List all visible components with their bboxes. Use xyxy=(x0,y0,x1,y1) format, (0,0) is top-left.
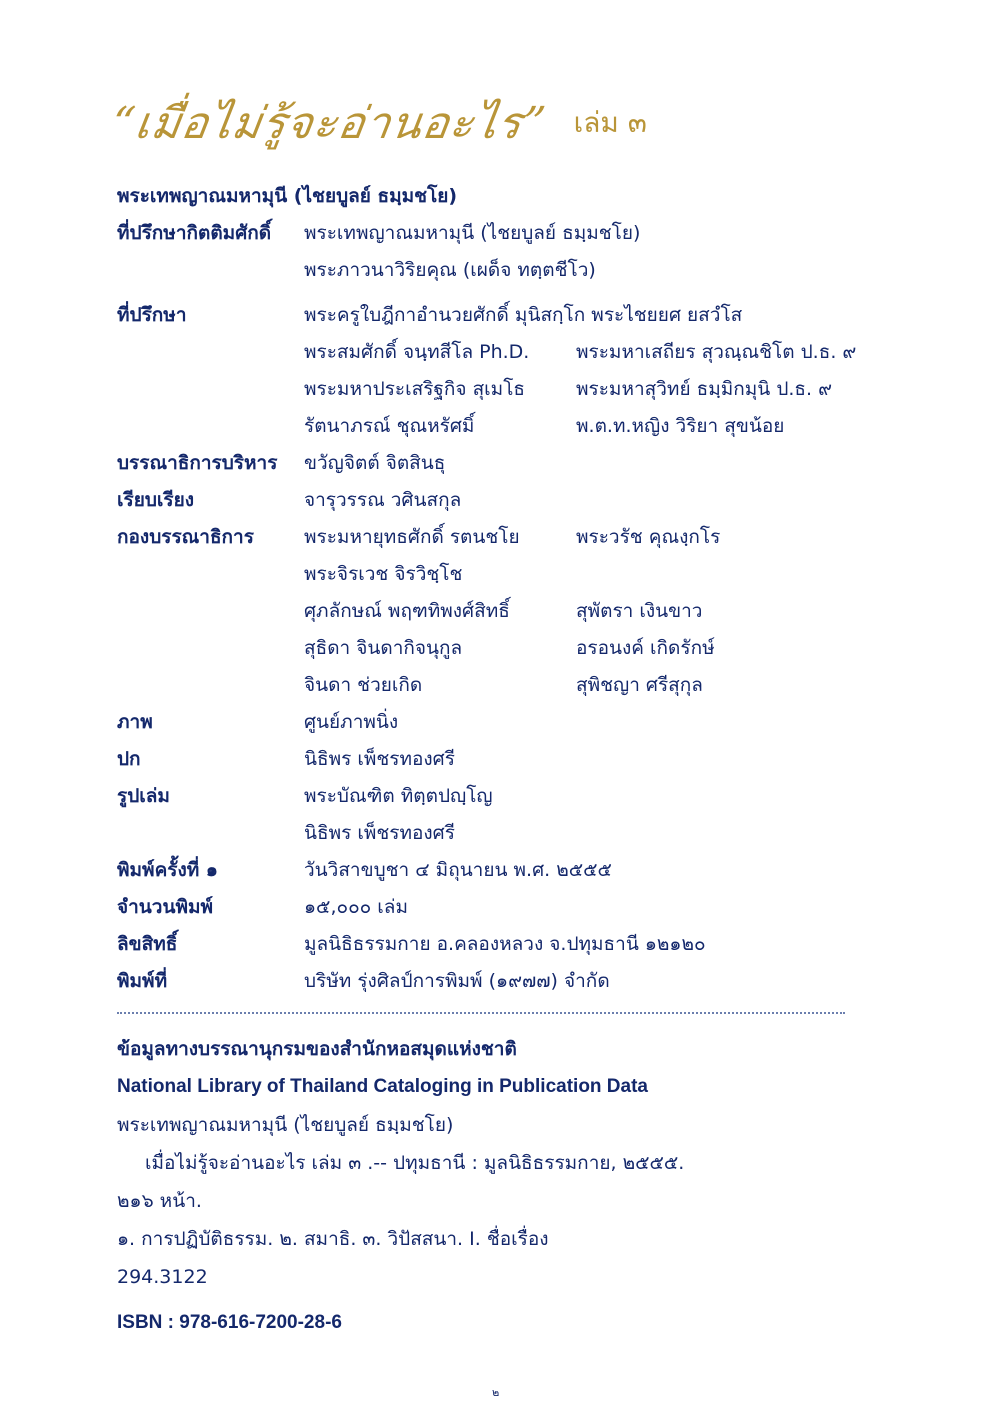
cip-isbn: ISBN : 978-616-7200-28-6 xyxy=(117,1312,342,1333)
credit-name: จินดา ช่วยเกิด xyxy=(304,674,423,696)
credit-row xyxy=(117,445,877,482)
credit-label: เรียบเรียง xyxy=(117,489,195,511)
credit-values xyxy=(304,926,877,963)
credit-values xyxy=(304,889,877,926)
cip-classification: 294.3122 xyxy=(117,1266,208,1288)
credit-row xyxy=(117,519,877,704)
credit-name: สุพัตรา เงินขาว xyxy=(576,600,703,622)
credit-label: บรรณาธิการบริหาร xyxy=(117,452,278,474)
credit-label: ลิขสิทธิ์ xyxy=(117,933,178,955)
credit-label: ที่ปรึกษากิตติมศักดิ์ xyxy=(117,222,272,244)
credit-line xyxy=(304,926,877,963)
credit-name: มูลนิธิธรรมกาย อ.คลองหลวง จ.ปทุมธานี ๑๒๑๒๐ xyxy=(304,933,706,955)
credit-name: อรอนงค์ เกิดรักษ์ xyxy=(576,637,715,659)
credit-row xyxy=(117,889,877,926)
credit-line xyxy=(304,630,877,667)
credit-name: พระเทพญาณมหามุนี (ไชยบูลย์ ธมฺมชโย) xyxy=(304,222,641,244)
credit-name: ขวัญจิตต์ จิตสินธุ xyxy=(304,452,446,474)
credit-values xyxy=(304,482,877,519)
volume-label: เล่ม ๓ xyxy=(573,106,647,139)
credit-name: ศุภลักษณ์ พฤฑทิพงศ์สิทธิ์ xyxy=(304,600,510,622)
credit-label: รูปเล่ม xyxy=(117,785,170,807)
cip-pages: ๒๑๖ หน้า. xyxy=(117,1190,202,1212)
cip-heading-english: National Library of Thailand Cataloging in Publication Data xyxy=(117,1076,648,1097)
credit-label: ภาพ xyxy=(117,711,153,733)
credit-name: พระมหาสุวิทย์ ธมฺมิกมุนิ ป.ธ. ๙ xyxy=(576,378,833,400)
credit-values xyxy=(304,741,877,778)
credit-name: บริษัท รุ่งศิลป์การพิมพ์ (๑๙๗๗) จำกัด xyxy=(304,970,610,992)
credit-values xyxy=(304,704,877,741)
credit-name: พระครูใบฎีกาอำนวยศักดิ์ มุนิสกฺโก พระไชยยศ ยสวํโส xyxy=(304,304,743,326)
credit-row xyxy=(117,704,877,741)
credit-name: พระมหาเสถียร สุวณฺณชิโต ป.ธ. ๙ xyxy=(576,341,857,363)
credit-name: พ.ต.ท.หญิง วิริยา สุขน้อย xyxy=(576,415,785,437)
credit-label: กองบรรณาธิการ xyxy=(117,526,254,548)
section-gap xyxy=(117,289,877,297)
credit-name: สุธิดา จินดากิจนุกูล xyxy=(304,637,463,659)
cip-subjects: ๑. การปฏิบัติธรรม. ๒. สมาธิ. ๓. วิปัสสนา. I. ชื่อเรื่อง xyxy=(117,1228,549,1250)
cip-author: พระเทพญาณมหามุนี (ไชยบูลย์ ธมฺมชโย) xyxy=(117,1114,454,1136)
credit-row xyxy=(117,852,877,889)
credit-row xyxy=(117,778,877,852)
credit-row xyxy=(117,297,877,445)
credit-line xyxy=(304,408,877,445)
credit-name: พระภาวนาวิริยคุณ (เผด็จ ทตฺตชีโว) xyxy=(304,259,596,281)
credit-name: สุพิชญา ศรีสุกุล xyxy=(576,674,703,696)
credit-line xyxy=(304,741,877,778)
credit-line xyxy=(304,963,877,1000)
author-heading: พระเทพญาณมหามุนี (ไชยบูลย์ ธมฺมชโย) xyxy=(117,185,458,207)
credit-values xyxy=(304,778,877,852)
credit-line xyxy=(304,215,877,252)
credit-line xyxy=(304,371,877,408)
credit-line xyxy=(304,852,877,889)
credit-line xyxy=(304,445,877,482)
credit-values xyxy=(304,519,877,704)
credit-line xyxy=(304,252,877,289)
credit-name: ๑๕,๐๐๐ เล่ม xyxy=(304,896,408,918)
credit-name: รัตนาภรณ์ ชุณหรัศมิ์ xyxy=(304,415,475,437)
credit-line xyxy=(304,297,877,334)
credit-line xyxy=(304,704,877,741)
book-title xyxy=(108,68,647,178)
credit-line xyxy=(304,889,877,926)
credit-line xyxy=(304,556,877,593)
credit-name: พระมหาประเสริฐกิจ สุเมโธ xyxy=(304,378,525,400)
credit-label: พิมพ์ที่ xyxy=(117,970,168,992)
credit-name: พระบัณฑิต ทิตฺตปญฺโญ xyxy=(304,785,493,807)
credit-label: ที่ปรึกษา xyxy=(117,304,187,326)
credit-label: ปก xyxy=(117,748,141,770)
credit-row xyxy=(117,741,877,778)
cip-heading-thai: ข้อมูลทางบรรณานุกรมของสำนักหอสมุดแห่งชาติ xyxy=(117,1038,517,1060)
credits-block xyxy=(117,178,877,1000)
credit-name: จารุวรรณ วศินสกุล xyxy=(304,489,462,511)
credit-values xyxy=(304,445,877,482)
credit-name: พระสมศักดิ์ จนฺทสีโล Ph.D. xyxy=(304,341,530,363)
cip-title-line: เมื่อไม่รู้จะอ่านอะไร เล่ม ๓ .-- ปทุมธานี : มูลนิธิธรรมกาย, ๒๕๕๕. xyxy=(145,1152,685,1174)
credit-name: วันวิสาขบูชา ๔ มิถุนายน พ.ศ. ๒๕๕๕ xyxy=(304,859,612,881)
credit-row xyxy=(117,215,877,289)
credit-label: พิมพ์ครั้งที่ ๑ xyxy=(117,859,218,881)
credit-name: นิธิพร เพ็ชรทองศรี xyxy=(304,822,455,844)
credit-line xyxy=(304,482,877,519)
credit-values xyxy=(304,215,877,289)
credit-line xyxy=(304,334,877,371)
credit-label: จำนวนพิมพ์ xyxy=(117,896,214,918)
credit-row xyxy=(117,963,877,1000)
credit-name: ศูนย์ภาพนิ่ง xyxy=(304,711,399,733)
credit-line xyxy=(304,667,877,704)
title-script-lettering: “เมื่อไม่รู้จะอ่านอะไร” xyxy=(108,98,550,149)
credit-row xyxy=(117,482,877,519)
dotted-divider xyxy=(117,1012,845,1014)
credit-line xyxy=(304,519,877,556)
credit-values xyxy=(304,852,877,889)
credit-name: พระวรัช คุณงฺกโร xyxy=(576,526,721,548)
credit-line xyxy=(304,593,877,630)
credit-name: พระจิรเวช จิรวิชฺโช xyxy=(304,563,463,585)
credit-row xyxy=(117,926,877,963)
credit-name: พระมหายุทธศักดิ์ รตนชโย xyxy=(304,526,520,548)
credit-line xyxy=(304,815,877,852)
credit-line xyxy=(304,778,877,815)
credit-values xyxy=(304,297,877,445)
credit-name: นิธิพร เพ็ชรทองศรี xyxy=(304,748,455,770)
cataloging-block xyxy=(117,1030,897,1342)
page-number: ๒ xyxy=(492,1386,500,1399)
credit-values xyxy=(304,963,877,1000)
